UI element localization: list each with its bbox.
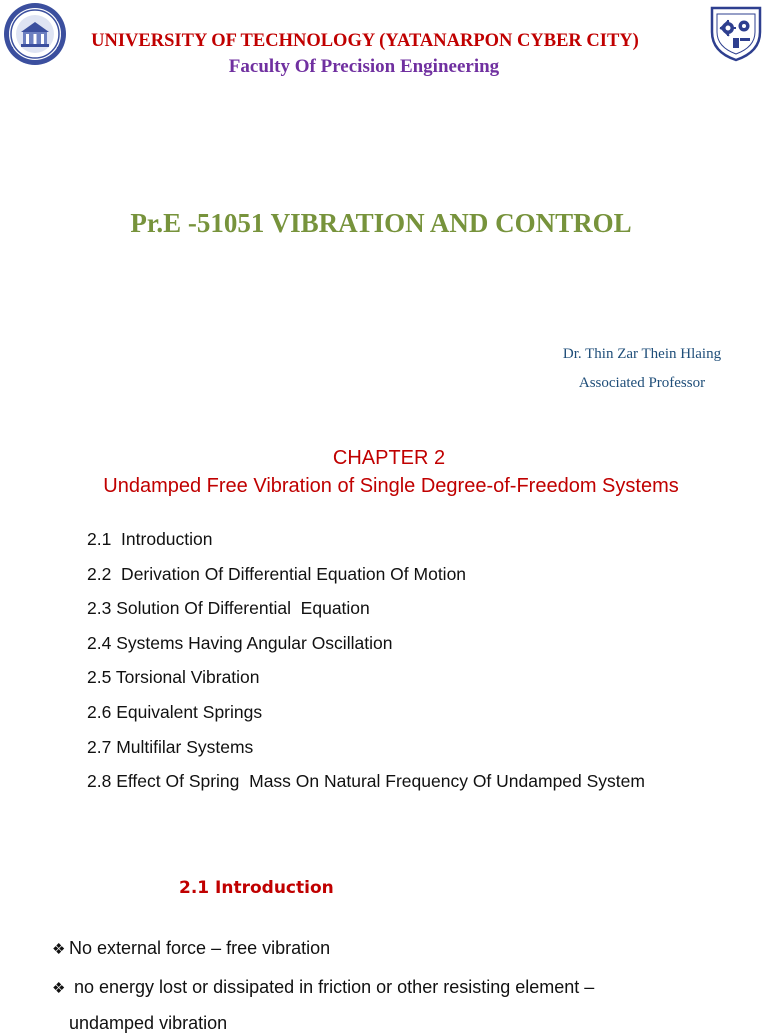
toc-item: 2.3 Solution Of Differential Equation (87, 598, 370, 619)
diamond-bullet-icon: ❖ (52, 941, 66, 958)
table-of-contents (87, 528, 645, 805)
toc-item: 2.4 Systems Having Angular Oscillation (87, 632, 393, 653)
toc-item: 2.7 Multifilar Systems (87, 736, 254, 757)
chapter-title: Undamped Free Vibration of Single Degree-of-Freedom Systems (103, 475, 679, 497)
course-title: Pr.E -51051 VIBRATION AND CONTROL (130, 208, 632, 238)
faculty-name: Faculty Of Precision Engineering (228, 56, 500, 77)
bullet-text: No external force – free vibration (69, 938, 331, 958)
bullet-text-continuation: undamped vibration (69, 1013, 228, 1033)
toc-item: 2.1 Introduction (87, 529, 213, 549)
section-heading: 2.1 Introduction (179, 878, 334, 898)
diamond-bullet-icon: ❖ (52, 980, 66, 997)
bullet-text: no energy lost or dissipated in friction or other resisting element – (69, 977, 595, 997)
university-title: UNIVERSITY OF TECHNOLOGY (YATANARPON CYBER CITY) (91, 31, 639, 51)
author-name: Dr. Thin Zar Thein Hlaing (562, 346, 722, 362)
chapter-label: CHAPTER 2 (332, 447, 446, 469)
toc-item: 2.6 Equivalent Springs (87, 701, 263, 722)
toc-item: 2.8 Effect Of Spring Mass On Natural Frequency Of Undamped System (87, 771, 645, 792)
bullet-item (52, 977, 594, 998)
toc-item: 2.2 Derivation Of Differential Equation Of Motion (87, 563, 467, 584)
author-role: Associated Professor (578, 375, 706, 391)
bullet-item (52, 938, 330, 959)
toc-item: 2.5 Torsional Vibration (87, 667, 260, 688)
